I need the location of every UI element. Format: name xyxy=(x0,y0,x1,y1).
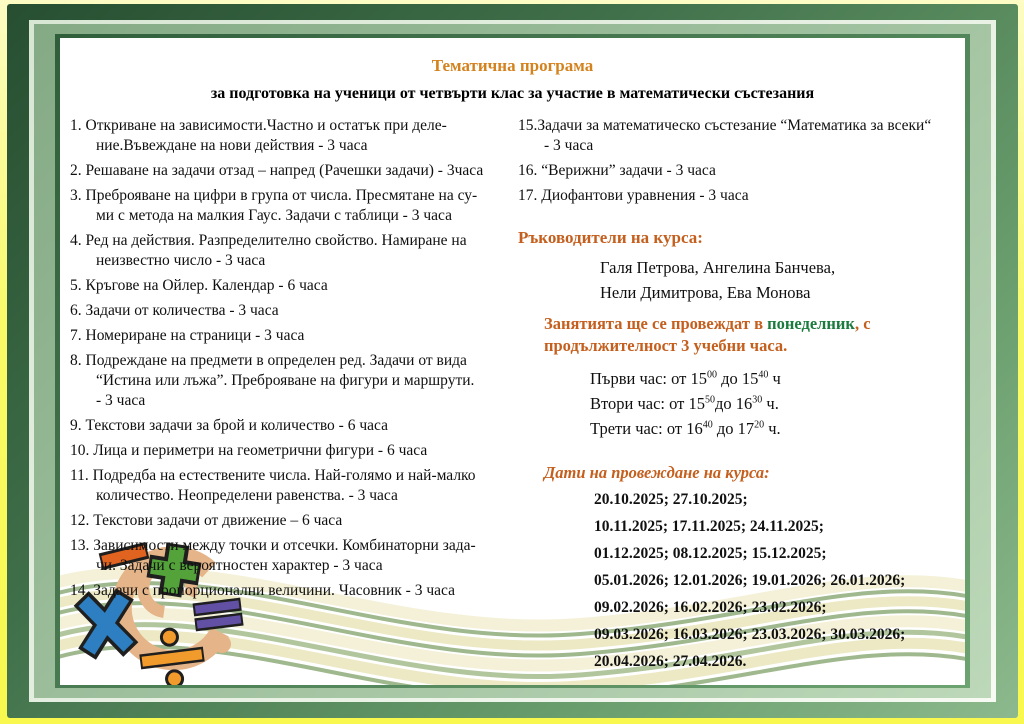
course-dates xyxy=(594,490,965,672)
program-item: 15.Задачи за математическо състезание “Математика за всеки“ - 3 часа xyxy=(518,117,932,154)
program-item: 4. Ред на действия. Разпределително свойство. Намиране на неизвестно число - 3 часа xyxy=(70,232,467,269)
right-column xyxy=(512,116,965,679)
leaders-names xyxy=(600,255,965,305)
course-date-line: 09.02.2026; 16.02.2026; 23.02.2026; xyxy=(594,599,827,616)
schedule-note-segment: Занятията ще се провеждат в xyxy=(544,314,768,333)
course-date-line: 05.01.2026; 12.01.2026; 19.01.2026; 26.01.2026; xyxy=(594,572,906,589)
superscript-minutes: 30 xyxy=(752,394,763,406)
program-item: 17. Диофантови уравнения - 3 часа xyxy=(518,187,749,204)
program-item: 10. Лица и периметри на геометрични фигури - 6 часа xyxy=(70,442,428,459)
schedule-note-segment: , с xyxy=(854,314,871,333)
course-date-line: 20.04.2026; 27.04.2026. xyxy=(594,653,747,670)
superscript-minutes: 20 xyxy=(754,419,765,431)
course-date-line: 09.03.2026; 16.03.2026; 23.03.2026; 30.03.2026; xyxy=(594,626,906,643)
leader-name-line: Нели Димитрова, Ева Монова xyxy=(600,283,811,302)
program-item: 6. Задачи от количества - 3 часа xyxy=(70,302,279,319)
program-item: 13. Зависимости между точки и отсечки. Комбинаторни зада- чи. Задачи с вероятностен характер - 3 часа xyxy=(70,537,476,574)
superscript-minutes: 40 xyxy=(702,419,713,431)
program-item: 14. Задачи с пропорционални величини. Часовник - 3 часа xyxy=(70,582,455,599)
program-item: 11. Подредба на естествените числа. Най-голямо и най-малко количество. Неопределени равенства. - 3 часа xyxy=(70,467,476,504)
program-item: 16. “Верижни” задачи - 3 часа xyxy=(518,162,716,179)
program-item: 1. Откриване на зависимости.Частно и остатък при деле- ние.Въвеждане на нови действия - 3 часа xyxy=(70,117,447,154)
program-item: 2. Решаване на задачи отзад – напред (Рачешки задачи) - 3часа xyxy=(70,162,484,179)
program-item: 3. Преброяване на цифри в група от числа. Пресмятане на су- ми с метода на малкия Гаус. Задачи с таблици - 3 часа xyxy=(70,187,478,224)
superscript-minutes: 40 xyxy=(758,369,769,381)
leaders-heading: Ръководители на курса: xyxy=(518,228,703,247)
leader-name-line: Галя Петрова, Ангелина Банчева, xyxy=(600,258,836,277)
schedule-note-segment: понеделник xyxy=(767,314,855,333)
schedule-note xyxy=(544,313,965,357)
header xyxy=(60,56,965,103)
program-item: 8. Подреждане на предмети в определен ред. Задачи от вида “Истина или лъжа”. Преброяване на фигури и маршрути. - 3 часа xyxy=(70,352,475,409)
program-list-right xyxy=(518,116,965,206)
dates-heading: Дати на провеждане на курса: xyxy=(544,463,770,482)
two-column-body xyxy=(60,116,965,679)
schedule-note-segment: продължителност 3 учебни часа. xyxy=(544,336,788,355)
class-time-row: Първи час: от $15^{00}$ до $15^{40}$ ч xyxy=(590,369,781,388)
program-item: 7. Номериране на страници - 3 часа xyxy=(70,327,305,344)
superscript-minutes: 50 xyxy=(704,394,715,406)
program-item: 5. Кръгове на Ойлер. Календар - 6 часа xyxy=(70,277,328,294)
class-time-row: Втори час: от $15^{50}до$ $16^{30}$ ч. xyxy=(590,394,779,413)
program-list-left xyxy=(60,116,512,679)
page-title: Тематична програма xyxy=(431,56,594,75)
superscript-minutes: 00 xyxy=(706,369,717,381)
page-subtitle: за подготовка на ученици от четвърти клас за участие в математически състезания xyxy=(210,85,815,102)
course-date-line: 20.10.2025; 27.10.2025; xyxy=(594,491,748,508)
course-date-line: 01.12.2025; 08.12.2025; 15.12.2025; xyxy=(594,545,827,562)
program-item: 9. Текстови задачи за брой и количество - 6 часа xyxy=(70,417,388,434)
page-content xyxy=(60,38,965,685)
class-times xyxy=(590,366,965,441)
course-date-line: 10.11.2025; 17.11.2025; 24.11.2025; xyxy=(594,518,824,535)
program-item: 12. Текстови задачи от движение – 6 часа xyxy=(70,512,343,529)
class-time-row: Трети час: от $16^{40}$ до $17^{20}$ ч. xyxy=(590,419,781,438)
